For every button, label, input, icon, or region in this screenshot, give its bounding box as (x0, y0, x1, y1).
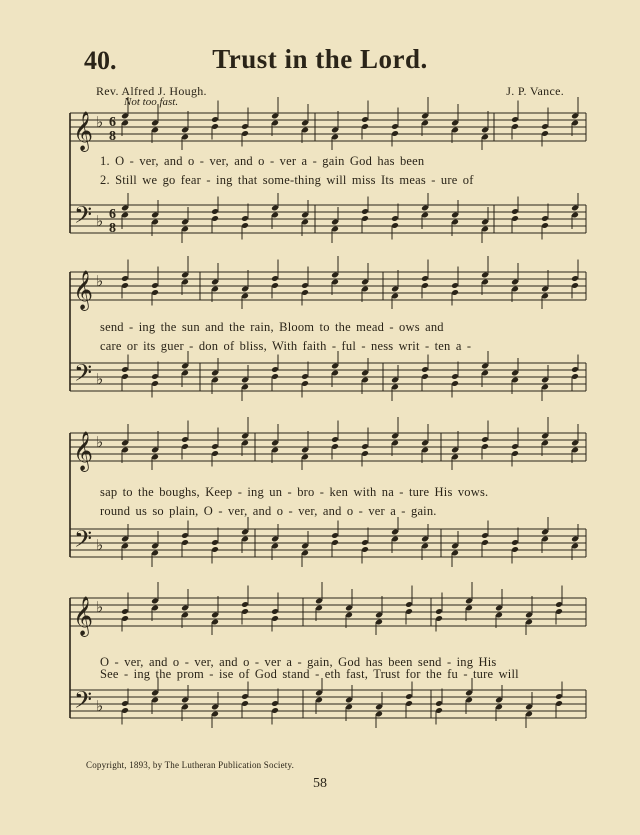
lyric-line-3-1: sap to the boughs, Keep - ing un - bro - ken with na - ture His vows. (100, 485, 489, 499)
page-number: 58 (313, 776, 327, 791)
hymn-number: 40. (84, 46, 117, 75)
flat-icon: ♭ (96, 212, 104, 230)
flat-icon: ♭ (96, 697, 104, 715)
flat-icon: ♭ (96, 598, 104, 616)
flat-icon: ♭ (96, 113, 104, 131)
lyric-line-2-2: care or its guer - don of bliss, With faith - ful - ness writ - ten a - (100, 339, 472, 353)
lyric-line-4-2: See - ing the prom - ise of God stand - eth fast, Trust for the fu - ture will (100, 667, 519, 681)
flat-icon: ♭ (96, 370, 104, 388)
bass-clef-icon: 𝄢 (74, 201, 93, 234)
bass-clef-icon: 𝄢 (74, 686, 93, 719)
lyric-line-1-2: 2. Still we go fear - ing that some-thing will miss Its meas - ure of (100, 173, 474, 187)
composer-credit: J. P. Vance. (506, 84, 564, 98)
lyric-line-2-1: send - ing the sun and the rain, Bloom to the mead - ows and (100, 320, 444, 334)
flat-icon: ♭ (96, 433, 104, 451)
time-signature-bottom: 8 (109, 221, 116, 236)
treble-clef-icon: 𝄞 (73, 431, 94, 471)
author-credit: Rev. Alfred J. Hough. (96, 84, 207, 98)
lyric-line-1-1: 1. O - ver, and o - ver, and o - ver a - gain God has been (100, 154, 425, 168)
flat-icon: ♭ (96, 272, 104, 290)
copyright-notice: Copyright, 1893, by The Lutheran Publication Society. (86, 760, 295, 770)
lyric-line-3-2: round us so plain, O - ver, and o - ver, and o - ver a - gain. (100, 504, 437, 518)
time-signature-bottom: 8 (109, 129, 116, 144)
hymn-title: Trust in the Lord. (212, 44, 428, 74)
bass-clef-icon: 𝄢 (74, 525, 93, 558)
tempo-marking: Not too fast. (124, 96, 179, 108)
time-signature-top: 6 (109, 207, 116, 222)
treble-clef-icon: 𝄞 (73, 111, 94, 151)
time-signature-top: 6 (109, 115, 116, 130)
lyric-line-4-1: O - ver, and o - ver, and o - ver a - gain, God has been send - ing His (100, 655, 497, 669)
treble-clef-icon: 𝄞 (73, 270, 94, 310)
flat-icon: ♭ (96, 536, 104, 554)
bass-clef-icon: 𝄢 (74, 359, 93, 392)
treble-clef-icon: 𝄞 (73, 596, 94, 636)
